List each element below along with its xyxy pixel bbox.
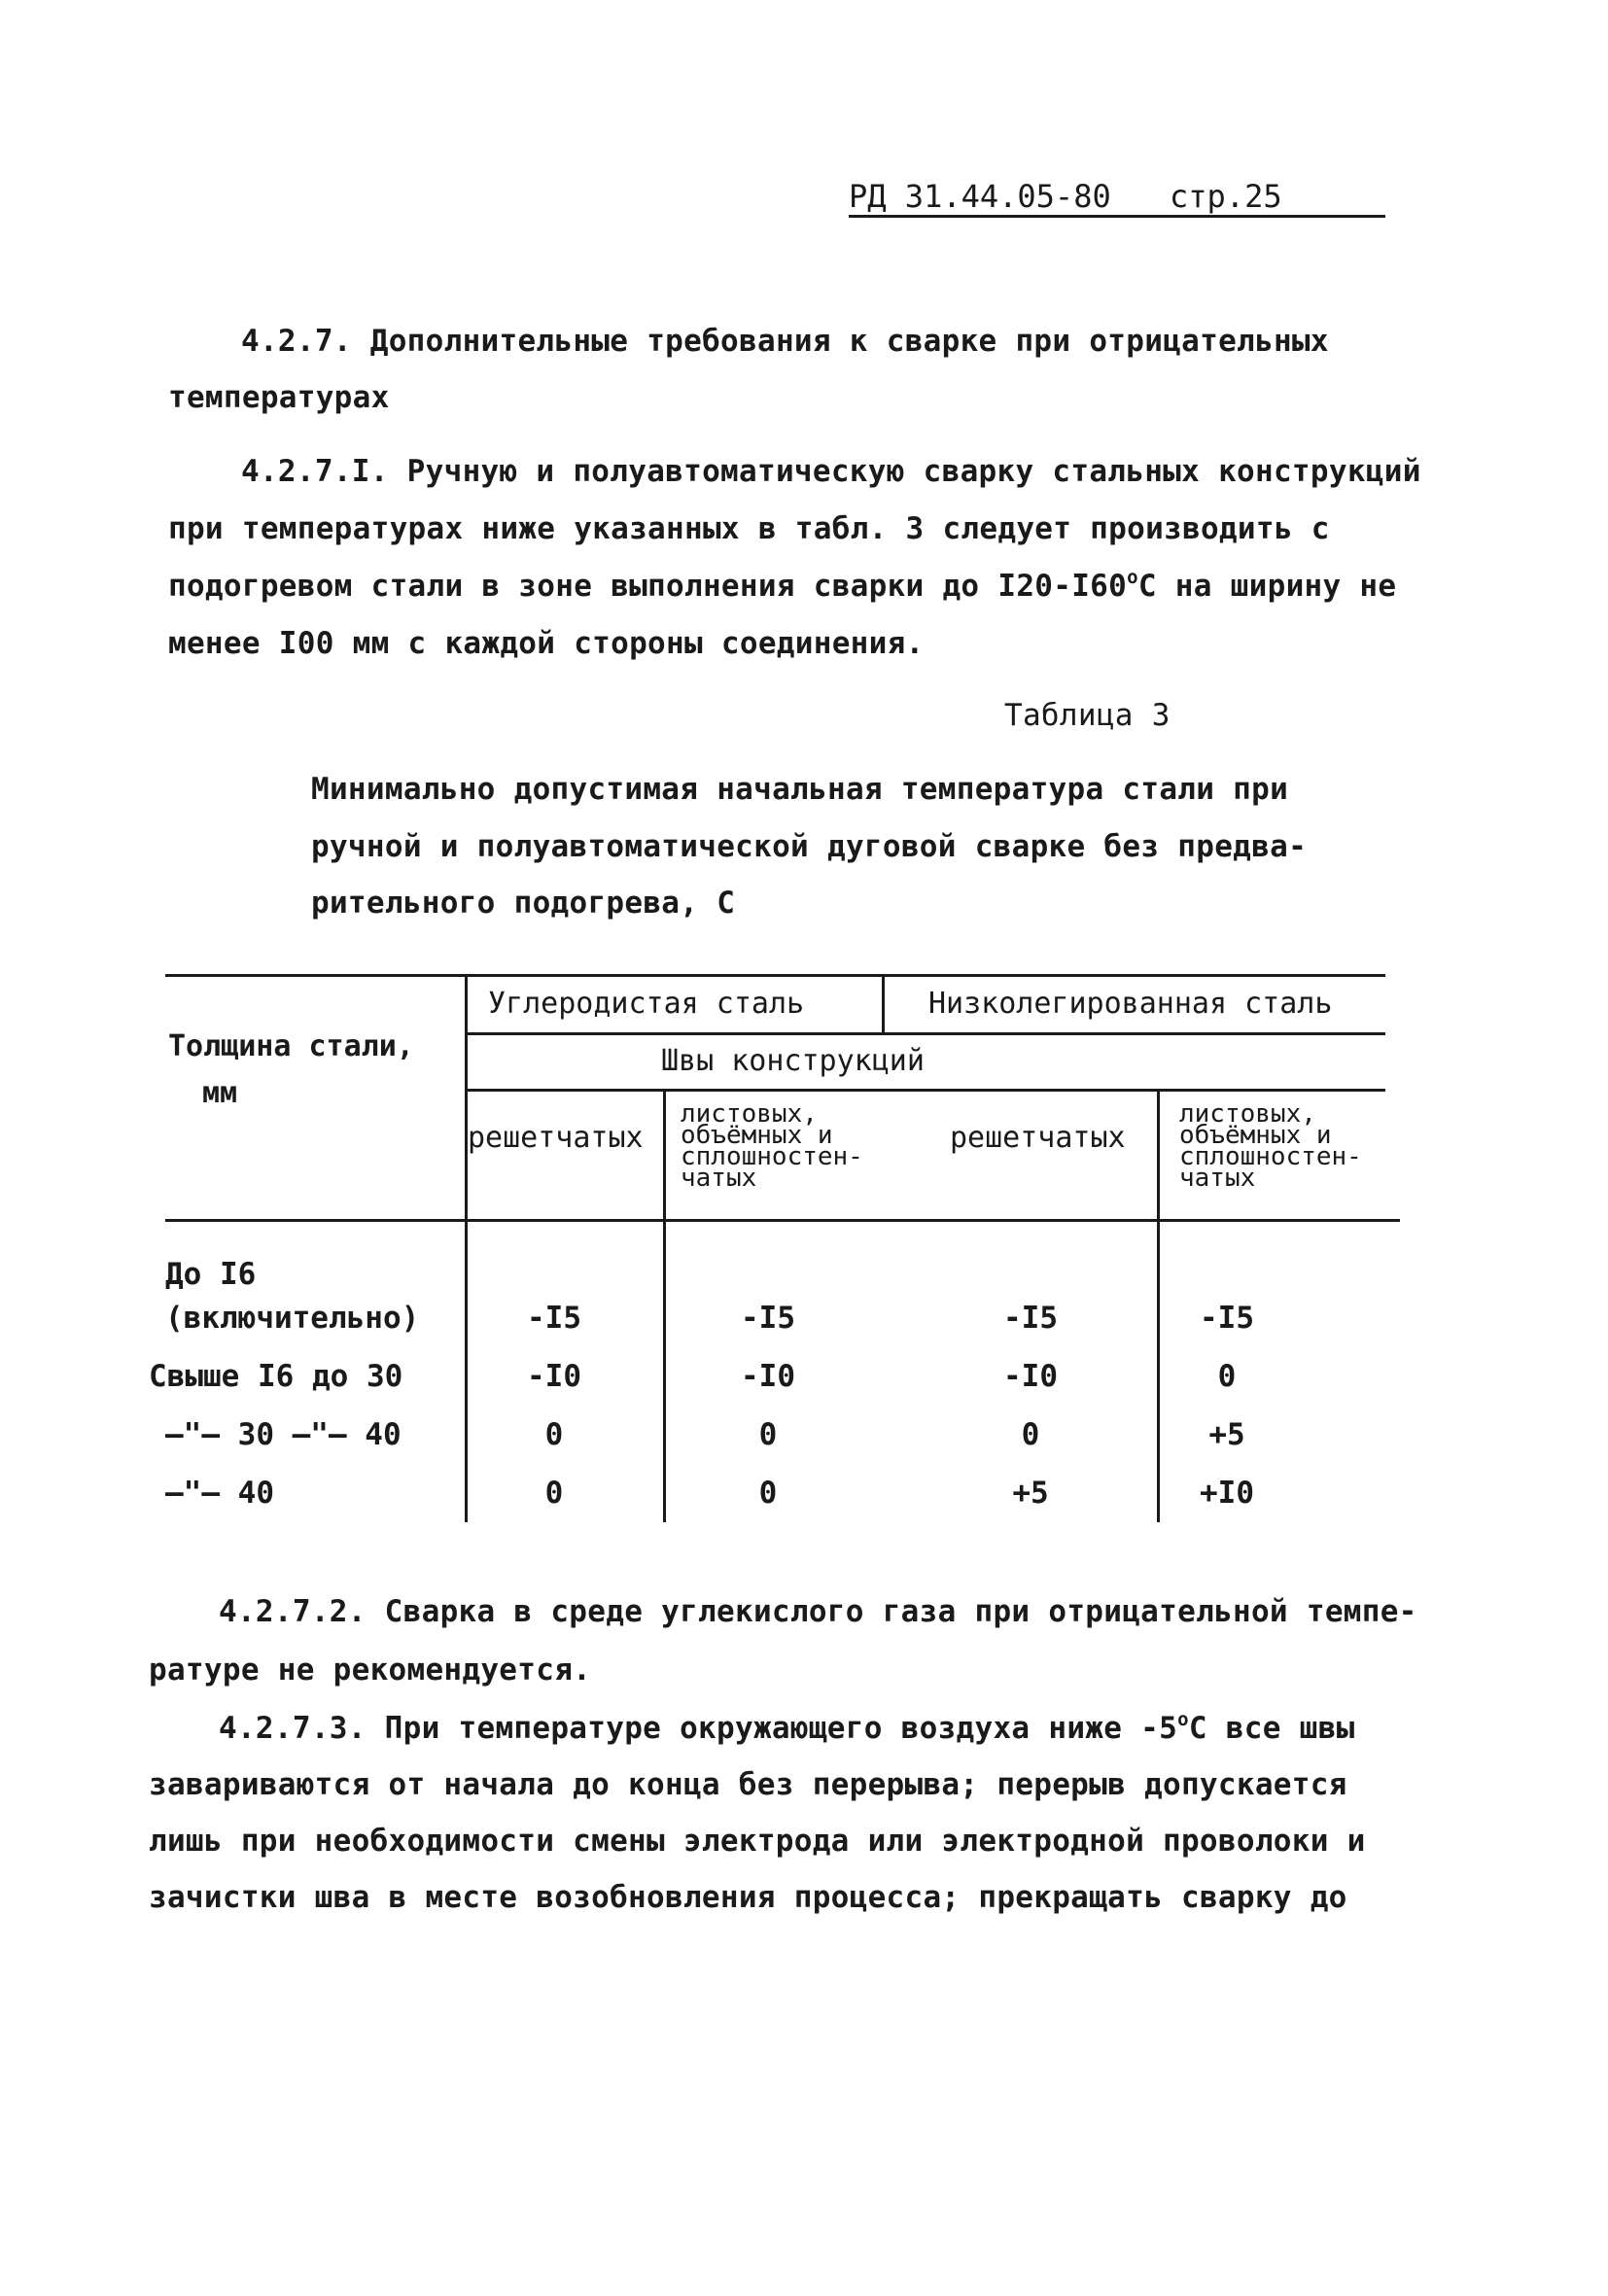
row-2-label: Свыше I6 до 30 <box>149 1359 403 1394</box>
header-rule <box>849 215 1385 218</box>
lowalloy-sheet-header: листовых, объёмных и сплошностен- чатых <box>1179 1099 1362 1193</box>
row-1-lowalloy-lattice: -I5 <box>1003 1301 1058 1336</box>
col-thickness-line1: Толщина стали, <box>168 1029 414 1063</box>
section-4-2-7-line1: 4.2.7. Дополнительные требования к сварке при отрицательных <box>241 324 1329 359</box>
row-3-lowalloy-sheet: +5 <box>1208 1417 1245 1452</box>
table-caption-line2: ручной и полуавтоматической дуговой сварке без предва- <box>311 829 1308 864</box>
table-caption-line1: Минимально допустимая начальная температура стали при <box>311 772 1289 807</box>
lowalloy-lattice-header: решетчатых <box>950 1121 1126 1155</box>
row-2-lowalloy-sheet: 0 <box>1217 1359 1237 1394</box>
para-4-2-7-3-line4: зачистки шва в месте возобновления процесса; прекращать сварку до <box>149 1880 1347 1915</box>
table-vline-1 <box>465 974 468 1522</box>
row-3-label: —"— 30 —"— 40 <box>165 1417 402 1452</box>
table-vline-3 <box>663 1089 666 1522</box>
group-lowalloy-steel: Низколегированная сталь <box>928 987 1333 1021</box>
row-3-lowalloy-lattice: 0 <box>1021 1417 1040 1452</box>
table-vline-4 <box>1157 1089 1160 1522</box>
row-4-label: —"— 40 <box>165 1476 274 1511</box>
carbon-sheet-header: листовых, объёмных и сплошностен- чатых <box>681 1099 863 1193</box>
row-1-label-line1: До I6 <box>165 1257 257 1292</box>
col-thickness-line2: мм <box>202 1076 238 1110</box>
table-top-rule <box>165 974 1385 977</box>
table-rule-group <box>465 1032 1385 1035</box>
degree-sign: o <box>1127 567 1138 588</box>
para-4-2-7-1-line1: 4.2.7.I. Ручную и полуавтоматическую сварку стальных конструкций <box>241 454 1421 489</box>
section-4-2-7-line2: температурах <box>168 380 390 415</box>
para-4-2-7-2-line1: 4.2.7.2. Сварка в среде углекислого газа при отрицательной темпе- <box>219 1594 1417 1629</box>
carbon-lattice-header: решетчатых <box>468 1121 644 1155</box>
table-caption-line3: рительного подогрева, C <box>311 886 736 921</box>
para-4-2-7-2-line2: ратуре не рекомендуется. <box>149 1652 592 1687</box>
para-4-2-7-3-line3: лишь при необходимости смены электрода или электродной проволоки и <box>149 1824 1366 1859</box>
row-1-lowalloy-sheet: -I5 <box>1200 1301 1254 1336</box>
row-2-carbon-lattice: -I0 <box>527 1359 581 1394</box>
page-number: стр.25 <box>1170 178 1282 215</box>
para-4-2-7-1-line3-b: C на ширину не <box>1137 569 1397 604</box>
row-2-lowalloy-lattice: -I0 <box>1003 1359 1058 1394</box>
table-rule-seams <box>465 1089 1385 1092</box>
row-4-lowalloy-lattice: +5 <box>1012 1476 1049 1511</box>
para-4-2-7-3-line1 <box>219 1711 1355 1746</box>
row-1-carbon-sheet: -I5 <box>741 1301 795 1336</box>
table-header-bottom-rule <box>165 1219 1400 1222</box>
row-4-lowalloy-sheet: +I0 <box>1200 1476 1254 1511</box>
row-4-carbon-sheet: 0 <box>758 1476 778 1511</box>
table-label: Таблица 3 <box>1004 698 1171 733</box>
row-3-carbon-lattice: 0 <box>544 1417 564 1452</box>
row-3-carbon-sheet: 0 <box>758 1417 778 1452</box>
para-4-2-7-3-line2: завариваются от начала до конца без перерыва; перерыв допускается <box>149 1767 1347 1802</box>
doc-code: РД 31.44.05-80 <box>849 178 1111 215</box>
para-4-2-7-1-line3-a: подогревом стали в зоне выполнения сварки до I20-I60 <box>168 569 1128 604</box>
para-4-2-7-3-line1-a: 4.2.7.3. При температуре окружающего воздуха ниже -5 <box>219 1711 1178 1746</box>
table-vline-2 <box>882 974 885 1034</box>
row-1-carbon-lattice: -I5 <box>527 1301 581 1336</box>
para-4-2-7-3-line1-b: C все швы <box>1188 1711 1355 1746</box>
para-4-2-7-1-line2: при температурах ниже указанных в табл. 3 следует производить с <box>168 511 1330 546</box>
subgroup-seams: Швы конструкций <box>661 1044 925 1078</box>
para-4-2-7-1-line3 <box>168 569 1396 604</box>
para-4-2-7-1-line4: менее I00 мм с каждой стороны соединения. <box>168 626 925 661</box>
row-2-carbon-sheet: -I0 <box>741 1359 795 1394</box>
group-carbon-steel: Углеродистая сталь <box>488 987 805 1021</box>
degree-sign: o <box>1177 1709 1189 1730</box>
row-4-carbon-lattice: 0 <box>544 1476 564 1511</box>
row-1-label-line2: (включительно) <box>165 1301 420 1336</box>
